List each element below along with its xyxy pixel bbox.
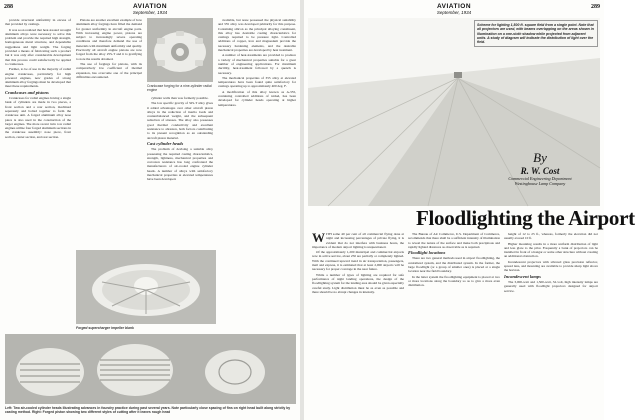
left-column-4: [218, 18, 296, 246]
paragraph: Of the approximately 1,200 municipal and commercial airports now in active service, about 250 are partially or completely lighted. With the continued upward trend in air transportation, passengers, mail and express, it is estimated that at least 2,000 airports will be necessary for proper coverage in the near future.: [312, 250, 404, 272]
paragraph: Higher mounting results in a more uniform distribution of light and less glare to the pilot. Frequently a bank of projectors can be installed in front of a hangar or some other structure without creating an additional obstruction.: [504, 241, 598, 259]
paragraph: cylinder walls than was formerly possible.: [151, 96, 209, 100]
crankcase-forging-photo: [147, 18, 213, 82]
lead-paragraph: [312, 232, 404, 249]
paragraph: The mechanical properties of 355 alloy at elevated temperatures have been found quite satisfactory for castings operating up to approximately 400 deg. F.: [218, 75, 296, 89]
impeller-blank-illustration: [76, 250, 216, 324]
paragraph: There are two general methods used in airport floodlighting, the centralized system, and the distributed system. In the former, the large floodlight (or a group of smaller ones) is placed at a single location near the field boundary.: [408, 256, 500, 274]
left-running-header: [100, 3, 200, 15]
article-byline: [486, 150, 594, 186]
subhead-crankcases: Crankcases and pistons: [5, 89, 49, 95]
right-column-1: [312, 232, 404, 414]
right-running-header: [404, 3, 504, 15]
paragraph: It was soon realized that heat-treated wrought aluminum alloys were necessary to solve this problem and provide the required high strength, homogeneous metal structure, and dependable ruggedness and light weight. The forging provided a means of fabricating such a product but it was only after considerable development that this process could satisfactorily be applied to crankcases.: [5, 27, 71, 66]
paragraph: Incandescent projectors with silvered glass precision reflector, spread lens, and mounting are available to provide sharp light above the horizon.: [504, 259, 598, 273]
drop-cap: W: [312, 230, 325, 245]
subhead-incandescent-lamps: Incandescent lamps: [504, 273, 541, 279]
left-page: [0, 0, 300, 420]
subhead-cast-cylinder-heads: Cast cylinder heads: [147, 140, 184, 146]
impeller-blank-photo: [76, 250, 216, 324]
paragraph: In the latter system the floodlighting equipment is placed at two or more locations along the boundary so as to give a more even distribution.: [408, 274, 500, 288]
crankcase-forging-illustration: [147, 18, 213, 82]
paragraph: Pistons are another excellent example of how aluminum alloy forgings have filled the demand for greater uniformity in aircraft engine parts. With increasing engine power, pistons are subject to increasingly severe operating conditions and therefore demand the use of materials with maximum uniformity and quality. Practically all aircraft engine pistons are now forged from the alloy 25S-T and it is gratifying to note the results obtained.: [76, 18, 142, 61]
right-column-3: [504, 232, 598, 414]
byline-role-2: Westinghouse Lamp Company: [514, 181, 566, 186]
paragraph: The low specific gravity of 32S-T alloy gives it added advantages over other aircraft piston alloys in the reduction of inertia loads and counterbalanced weight, and the subsequent reduction of stresses. The alloy also possesses good thermal conductivity and excellent resistance to abrasion, both factors contributing to its present recognition as an outstanding aircraft piston material.: [147, 101, 213, 140]
crankcase-caption: Crankcase forging for a nine-cylinder radial engine: [147, 84, 212, 93]
impeller-caption: Forged supercharger impeller blank: [76, 326, 134, 330]
paragraph: While a number of types of lighting are required for safe performance of night landing operations, the design of the floodlighting system for the landing area should be given especially careful study. Light distribution must be as even as possible and there should be no abrupt changes in intensity.: [312, 272, 404, 294]
paragraph: The problem of devising a suitable alloy possessing the required casting characteristics, strength, lightness, mechanical properties and corrosion resistance has long confronted the manufacturers of air-cooled engine cylinder heads. A number of alloys with satisfactory mechanical properties at elevated temperatures have been developed.: [147, 147, 213, 182]
byline-by: By: [533, 150, 547, 165]
left-issue-date: September, 1934: [132, 10, 168, 15]
paragraph: Crankcases for radial engines having a single bank of cylinders are made in two pieces, a front section and a rear section, machined separately and bolted together to form the crankcase unit. A forged aluminum alloy nose piece is also used in the construction of the larger engines. The more recent twin row radial engines utilize four forged aluminum sections in the crankcase assembly: nose piece, front section, center section, and rear section.: [5, 96, 71, 139]
paragraph: A modification of this alloy known as A-355, containing controlled additions of nickel, has been developed for cylinder heads operating at higher temperatures.: [218, 89, 296, 107]
right-column-2: [408, 232, 500, 414]
paragraph: available, but none possessed the physical suitability and 355 alloy was developed primarily for this purpose. Containing silicon as the principal alloying constituent, this alloy has desirable casting characteristics for castings required to be pressure tight. Controlled additions of copper, iron and magnesium provide the necessary hardening elements, and the desirable mechanical properties are developed by heat treatment.: [218, 18, 296, 53]
right-page: [304, 0, 635, 420]
article-headline: Floodlighting the Airport: [416, 206, 635, 230]
cylinder-heads-photo: [5, 334, 296, 404]
paragraph: Further, to be of use in the majority of radial engine crankcases, particularly for high powered engines, new grades of strong aluminum alloy forgings must be developed that meet these requirements.: [5, 67, 71, 89]
left-column-1: [5, 18, 71, 246]
diagram-caption-box: Scheme for lighting 1,500 ft. square field from a single point. Note that all projectors are used, with beams overlapping on the areas shown in illumination on a one-sixth shadow while projected from adjacent units. A study of diagram will indicate the distribution of light over the field.: [474, 20, 598, 47]
byline-author: R. W. Cost: [520, 166, 560, 176]
byline-role-1: Commercial Engineering Department: [508, 176, 572, 181]
right-magazine-title: AVIATION: [436, 3, 472, 10]
cylinder-heads-caption: Left: Two air-cooled cylinder heads illustrating advances in foundry practice during past several years. Note particularly close spacing of fins on right head built along strictly by casting method. Right: Forged piston showing two different styles of cutting after it leaves rough head: [5, 406, 291, 415]
left-magazine-title: AVIATION: [132, 3, 168, 10]
lead-text: ITH some 40 per cent of all commercial flying done at night and increasing percentages of private flying, it is evident that do not interfere with business hours, the importance of modern airport lighting is unquestioned.: [312, 232, 404, 249]
cylinder-heads-illustration: [5, 334, 296, 404]
paragraph: The use of forgings for pistons, with its comparatively low coefficient of thermal expansion, has overcome one of the principal difficulties encountered.: [76, 61, 142, 79]
paragraph: The 3,000-watt and 1,500-watt, 32-volt, high intensity lamps are generally used with floodlight projectors designed for airport service.: [504, 279, 598, 293]
left-column-3: [147, 96, 213, 246]
right-issue-date: September, 1934: [436, 10, 472, 15]
paragraph: height of 12 to 25 ft., whereas, formerly the elevation did not usually exceed 10 ft.: [504, 232, 598, 241]
subhead-floodlight-locations: Floodlight locations: [408, 250, 446, 256]
paragraph: provide structural uniformity in excess of that provided by castings.: [5, 18, 71, 27]
left-column-2: [76, 18, 142, 246]
paragraph: The Bureau of Air Commerce, U.S. Department of Commerce, recommends that there shall be a sufficient intensity of illumination to reveal the nature of the surface and make both precipitous and rapidly lighted distances as observable as is required.: [408, 232, 500, 249]
paragraph: A number of heat-treatments are provided to produce a variety of mechanical properties suitable for a great number of engineering applications. For maximum ductility, heat-treatment followed by a quench is necessary.: [218, 53, 296, 75]
left-page-number: 288: [4, 4, 13, 10]
right-page-number: 289: [591, 4, 600, 10]
